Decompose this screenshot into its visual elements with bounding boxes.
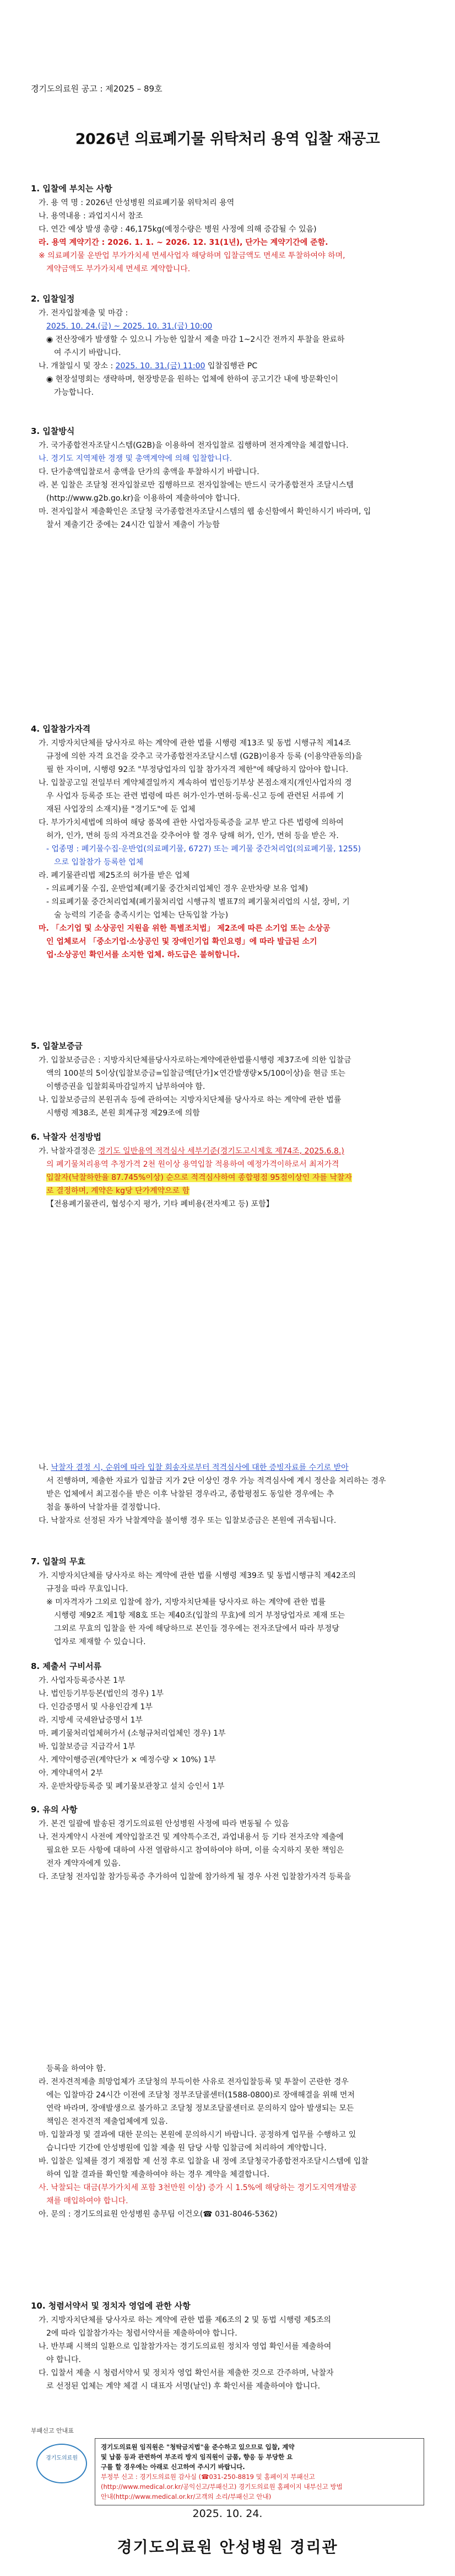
text-line: 마. 입찰과정 및 결과에 대한 문의는 본원에 문의하시기 바랍니다. 공정하게 업무를 수행하고 있 <box>39 2130 356 2139</box>
section-heading: 2. 입찰일정 <box>31 294 75 304</box>
award-criteria: 경기도 일반용역 적격심사 세부기준(경기도고시제호 제74조, 2025.6.8.) <box>98 1147 344 1156</box>
text-line: 마. 전자입찰서 제출확인은 조달청 국가종합전자조달시스템의 웹 송신함에서 확인하시기 바라며, 입 <box>39 507 371 516</box>
text-line: 다. 인감증명서 및 사용인감계 1부 <box>39 1703 153 1711</box>
text-line: 인 업체로서 「중소기업·소상공인 및 장애인기업 확인요령」에 따라 발급된 소기 <box>46 937 317 946</box>
text-line: 라. 폐기물관리법 제25조의 허가를 받은 업체 <box>39 871 190 880</box>
award-line-rate <box>31 1171 427 1184</box>
text-line: 아. 계약내역서 2부 <box>39 1769 103 1778</box>
text-line: 필요한 모든 사항에 대하여 사전 열람하시고 참여하여야 하며, 이를 숙지하지 못한 책임은 <box>46 1846 344 1855</box>
text-line: 첨을 통하여 낙찰자를 결정합니다. <box>46 1503 161 1512</box>
text-line: 하여 입찰 결과를 확인할 제출하여야 하는 경우 계약을 체결합니다. <box>46 2170 270 2179</box>
text-line: 술 능력의 기준을 충족시키는 업체는 단독입찰 가능) <box>54 911 229 920</box>
text-line: 라. 지방세 국세완납증명서 1부 <box>39 1716 143 1725</box>
text-line: 라. 용역 계약기간 : 2026. 1. 1. ~ 2026. 12. 31(1년), 단가는 계약기간에 준함. <box>39 238 328 247</box>
logo-text: 경기도의료원 <box>46 2455 78 2461</box>
text-line: 나. 입찰보증금의 본원귀속 등에 관하여는 지방자치단체를 당사자로 하는 계약에 관한 법률 <box>39 1096 342 1104</box>
text-line: 다. 연간 예상 발생 총량 : 46,175kg(예정수량은 병원 사정에 의해 증감될 수 있음) <box>39 225 317 234</box>
text-line: 다. 부가가치세법에 의하여 해당 품목에 관한 사업자등록증을 교부 받고 다른 법령에 의하여 <box>39 818 344 827</box>
opening-label: 나. 개찰일시 및 장소 : <box>39 362 116 371</box>
text-line: 가. 지방자치단체를 당사자로 하는 계약에 관한 법률 시행령 제39조 및 동법시행규칙 제42조의 <box>39 1571 356 1580</box>
text-line: 나. 경기도 지역제한 경쟁 및 총액계약에 의해 입찰합니다. <box>39 454 232 463</box>
award-note-label: 나. <box>39 1463 51 1472</box>
bid-period: 2025. 10. 24.(금) ~ 2025. 10. 31.(금) 10:00 <box>46 322 213 331</box>
text-line: 액의 100분의 5이상(입찰보증금=입찰금액[단가]×연간발생량×5/100이상)을 현금 또는 <box>46 1069 346 1078</box>
section-heading: 6. 낙찰자 선정방법 <box>31 1132 102 1142</box>
section-qualifications <box>31 722 427 962</box>
text-line: 마. 폐기물처리업체허가서 (소형규처리업체인 경우) 1부 <box>39 1729 226 1738</box>
award-end: 로 결정하며, 계약은 kg당 단가계약으로 함 <box>46 1187 190 1195</box>
medical-center-logo <box>36 2444 87 2483</box>
text-line: 아. 문의 : 경기도의료원 안성병원 총무팀 이건오(☎ 031-8046-5362) <box>39 2210 278 2219</box>
text-line: 자. 운반차량등록증 및 폐기물보관창고 설치 승인서 1부 <box>39 1782 225 1791</box>
text-line: 가. 전자입찰제출 및 마감 : <box>39 309 128 318</box>
nobribe-label: 부패신고 안내표 <box>31 2427 74 2434</box>
award-line-end <box>31 1184 427 1198</box>
text-line: 2에 따라 입찰참가자는 청렴서약서를 제출하여야 합니다. <box>46 2329 237 2338</box>
text-line: 바. 입찰은 일체를 경기 재점합 제 선정 후로 입찰을 내 정에 조달청국가종합전자조달시스템에 입찰 <box>39 2157 369 2166</box>
award-note-line <box>31 1461 427 1474</box>
notice-line: 및 납품 등과 관련하여 부조리 방지 임직원이 금품, 향응 등 부당한 요 <box>101 2453 293 2461</box>
text-line: 책임은 전자견적 제출업체에게 있음. <box>46 2117 168 2126</box>
notice-line: 안내(http://www.medical.or.kr/고객의 소리/부패신고 안내) <box>101 2493 272 2500</box>
text-line: 로 선정된 업체는 계약 체결 시 대표자 서명(날인) 후 확인서를 제출하여야 합니다. <box>46 2382 321 2391</box>
text-line: 재된 사업장의 소재지)를 "경기도"에 둔 업체 <box>46 805 196 814</box>
section-bid-subject <box>31 182 427 276</box>
text-line: 에는 입찰마감 24시간 이전에 조달청 정부조달콜센터(1588-0800)로 장애해결을 위해 먼저 <box>46 2091 355 2100</box>
text-line: 의 폐기물처리용역 추정가격 2천 원이상 용역입찰 적용하여 예정가격이하로서 최저가격 <box>46 1160 339 1169</box>
opening-date: 2025. 10. 31.(금) 11:00 <box>115 362 205 371</box>
section-award-continued <box>31 1461 427 1527</box>
notice-line: 경기도의료원 임직원은 "청탁금지법"을 준수하고 있으므로 입찰, 계약 <box>101 2443 295 2451</box>
text-line: 등록을 하여야 함. <box>46 2064 106 2073</box>
text-line: 이행증권을 입찰회록마감일까지 납부하여야 함. <box>46 1082 205 1091</box>
text-line: 라. 본 입찰은 조달청 전자입찰로만 집행하므로 전자입찰에는 반드시 국가종합전자 조달시스템 <box>39 481 354 490</box>
text-line: 나. 반부패 시책의 일환으로 입찰참가자는 경기도의료원 정치자 영업 확인서를 제출하여 <box>39 2342 332 2351</box>
text-line: ◉ 전산장애가 발생할 수 있으니 가능한 입찰서 제출 마감 1~2시간 전까지 투찰을 완료하 <box>46 335 345 344</box>
section-bid-bond <box>31 1039 427 1120</box>
text-line: 나. 법인등기부등본(법인의 경우) 1부 <box>39 1689 164 1698</box>
text-line: 사. 계약이행증권(계약단가 × 예정수량 × 10%) 1부 <box>39 1756 216 1764</box>
notice-line: 구를 할 경우에는 아래로 신고하여 주시기 바랍니다. <box>101 2463 245 2471</box>
text-line: - 업종명 : 폐기물수집·운반업(의료폐기물, 6727) 또는 폐기물 중간처리업(의료폐기물, 1255) <box>46 845 361 854</box>
text-line: 시행령 제92조 제1항 제8호 또는 제40조(입찰의 무효)에 의거 부정당업자로 제재 또는 <box>54 1611 345 1620</box>
text-line: (http://www.g2b.go.kr)을 이용하여 제출하여야 합니다. <box>46 494 240 503</box>
text-line: - 의료폐기물 중간처리업체(폐기물처리업 시행규칙 별표7의 폐기물처리업의 시설, 장비, 기 <box>46 898 350 906</box>
section-notes-continued <box>31 2062 427 2221</box>
notice-date: 2025. 10. 24. <box>192 2508 263 2520</box>
text-line: 다. 입찰서 제출 시 청렴서약서 및 정치자 영업 확인서를 제출한 것으로 간주하며, 낙찰자 <box>39 2369 334 2378</box>
section-heading: 4. 입찰참가자격 <box>31 724 91 734</box>
section-heading: 10. 청렴서약서 및 정치자 영업에 관한 사항 <box>31 2301 191 2311</box>
section-heading: 5. 입찰보증금 <box>31 1041 83 1051</box>
text-line: 가. 지방자치단체를 당사자로 하는 계약에 관한 법률 제6조의 2 및 동법 시행령 제5조의 <box>39 2316 331 2325</box>
text-line: 가능합니다. <box>54 388 94 397</box>
notice-box <box>95 2438 424 2505</box>
text-line: 업자로 제재할 수 있습니다. <box>54 1638 146 1646</box>
award-line <box>31 1145 427 1158</box>
text-line: 나. 입찰공고일 전일부터 계약체결일까지 계속하여 법인등기부상 본점소재지(개인사업자의 경 <box>39 779 352 787</box>
section-heading: 1. 입찰에 부치는 사항 <box>31 184 112 194</box>
text-line: 다. 조달청 전자입찰 참가등록증 추가하여 입찰에 참가하게 될 경우 사전 입찰참가자격 등록을 <box>39 1872 351 1881</box>
text-line: 사. 낙찰되는 대금(부가가치세 포함 3천만원 이상) 증가 시 1.5%에 해당하는 경기도지역개발공 <box>39 2183 357 2192</box>
text-line: 전자 계약자에게 있음. <box>46 1859 121 1868</box>
text-line: 규정을 따라 무효입니다. <box>46 1585 128 1593</box>
text-line: 가. 본건 일괄에 발송된 경기도의료원 안성병원 사정에 따라 변동될 수 있음 <box>39 1820 289 1828</box>
text-line: 연락 바라며, 장애발생으로 불가하고 조달청 정보조달콜센터로 문의하지 않아 발생되는 모든 <box>46 2104 354 2113</box>
text-line: 가. 사업자등록증사본 1부 <box>39 1676 126 1685</box>
section-notes <box>31 1803 427 1883</box>
text-line: 필 한 자이며, 시행령 92조 "부정당업자의 입찰 참가자격 제한"에 해당하지 않아야 합니다. <box>46 765 349 774</box>
text-line: 가. 지방자치단체를 당사자로 하는 계약에 관한 법률 시행령 제13조 및 동법 시행규칙 제14조 <box>39 739 351 748</box>
text-line: 라. 전자견적제출 희망업체가 조달청의 부득이한 사유로 전자입찰등록 및 투찰이 곤란한 경우 <box>39 2078 349 2086</box>
text-line: 나. 전자계약시 사전에 계약입찰조건 및 계약특수조건, 과업내용서 등 기타 전자조약 제출에 <box>39 1833 344 1842</box>
page-title: 2026년 의료폐기물 위탁처리 용역 입찰 재공고 <box>75 131 380 148</box>
section-heading: 8. 제출서 구비서류 <box>31 1661 102 1671</box>
text-line: 여 주시기 바랍니다. <box>54 348 121 357</box>
section-award-method <box>31 1130 427 1211</box>
text-line: 그외로 무효의 입찰을 한 자에 해당하므로 본인들 경우에는 전자조달에서 따라 부정당 <box>54 1624 339 1633</box>
text-line: 업·소상공인 확인서를 소지한 업체. 하도급은 불허합니다. <box>46 951 240 959</box>
text-line: 우 사업자 등록증 또는 관련 법령에 따른 허가·인가·면허·등록·신고 등에 관련된 서류에 기 <box>46 792 344 801</box>
text-line: 가. 국가종합전자조달시스템(G2B)을 이용하여 전자입찰로 집행하며 전자계약을 체결합니다. <box>39 441 349 450</box>
text-line: 받은 업체에서 최고점수를 받은 이후 낙찰된 경우라고, 종합평점도 동일한 경우에는 추 <box>46 1490 334 1499</box>
award-label: 가. 낙찰자결정은 <box>39 1147 99 1156</box>
text-line: 서 진행하며, 제출한 자료가 입찰금 지가 2단 이상인 경우 가능 적격심사에 계시 정산을 처리하는 경우 <box>46 1477 386 1485</box>
text-line: 다. 낙찰자로 선정된 자가 낙찰계약을 불이행 경우 또는 입찰보증금은 본원에 귀속됩니다. <box>39 1516 337 1525</box>
text-line: 찰서 제출기간 중에는 24시간 입찰서 제출이 가능함 <box>46 520 220 529</box>
notice-line: (http://www.medical.or.kr/공익신고/부패신고) 경기도의료원 홈페이지 내부신고 방법 <box>101 2483 343 2491</box>
text-line: ◉ 현장설명회는 생략하며, 현장방문을 원하는 업체에 한하여 공고기간 내에 방문확인이 <box>46 375 339 384</box>
award-rate: 입찰자(낙찰하한율 87.745%이상) 순으로 적격심사하여 종합평점 95점이상인 자를 낙찰자 <box>46 1173 352 1182</box>
text-line: 야 합니다. <box>46 2355 81 2364</box>
section-heading: 3. 입찰방식 <box>31 426 75 436</box>
opening-place: 입찰집행관 PC <box>205 362 258 371</box>
text-line: ※ 미자격자가 그외로 입찰에 참가, 지방자치단체를 당사자로 하는 계약에 관한 법률 <box>46 1598 326 1607</box>
section-bid-schedule <box>31 292 427 399</box>
text-line: 허가, 인가, 면허 등의 자격요건을 갖추어야 할 경우 당해 허가, 인가, 면허 등을 받은 자. <box>46 831 339 840</box>
text-line: 채를 매입하여야 합니다. <box>46 2197 128 2205</box>
text-line: 나. 용역내용 : 과업지시서 참조 <box>39 212 143 221</box>
text-line: 마. 「소기업 및 소상공인 지원을 위한 특별조치법」 제2조에 따른 소기업 또는 소상공 <box>39 924 331 933</box>
opening-line <box>31 359 427 373</box>
text-line: 으로 입찰참가 등록한 업체 <box>54 858 144 867</box>
section-heading: 7. 입찰의 무효 <box>31 1557 86 1566</box>
text-line: 습니다만 기간에 안성병원에 입찰 제출 원 담당 사항 입찰금에 처리하여 계약합니다. <box>46 2144 327 2153</box>
text-line: 바. 입찰보증금 지급각서 1부 <box>39 1742 136 1751</box>
anti-corruption-notice <box>31 2426 425 2500</box>
issuing-organization: 경기도의료원 안성병원 경리관 <box>117 2538 338 2556</box>
section-heading: 9. 유의 사항 <box>31 1805 78 1815</box>
section-bid-invalid <box>31 1555 427 1649</box>
section-documents <box>31 1660 427 1793</box>
notice-line: 부정부 신고 : 경기도의료원 감사실 (☎031-250-8819 및 홈페이지 부패신고 <box>101 2473 315 2481</box>
award-note: 낙찰자 결정 시, 순위에 따라 입찰 회송자로부터 적격심사에 대한 증빙자료를 수기로 받아 <box>51 1463 349 1472</box>
text-line: 【전용폐기물관리, 협성수지 평가, 기타 폐비용(전자제고 등) 포함】 <box>46 1200 274 1209</box>
section-bid-method <box>31 425 427 532</box>
text-line: 시행령 제38조, 본원 회계규정 제29조에 의함 <box>46 1109 200 1118</box>
text-line: 계약금액도 부가가치세 면세로 계약합니다. <box>46 265 191 273</box>
section-integrity <box>31 2299 427 2393</box>
text-line: 가. 입찰보증금은 : 지방자치단체를당사자로하는계약에관한법률시행령 제37조에 의한 입찰금 <box>39 1056 351 1065</box>
notice-number: 경기도의료원 공고 : 제2025 – 89호 <box>31 84 162 94</box>
text-line: 가. 용 역 명 : 2026년 안성병원 의료폐기물 위탁처리 용역 <box>39 198 235 207</box>
text-line: ※ 의료폐기물 운반업 부가가치세 면세사업자 해당하며 입찰금액도 면세로 투찰하여야 하며, <box>39 251 345 260</box>
text-line: - 의료폐기물 수집, 운반업체(폐기물 중간처리업체인 경우 운반차량 보유 업체) <box>46 884 308 893</box>
text-line: 규정에 의한 자격 요건을 갖추고 국가종합전자조달시스템 (G2B)이용자 등록 (이용약관동의)을 <box>46 752 362 761</box>
text-line: 다. 단가총액입찰로서 총액을 단가의 총액을 투찰하시기 바랍니다. <box>39 468 259 476</box>
